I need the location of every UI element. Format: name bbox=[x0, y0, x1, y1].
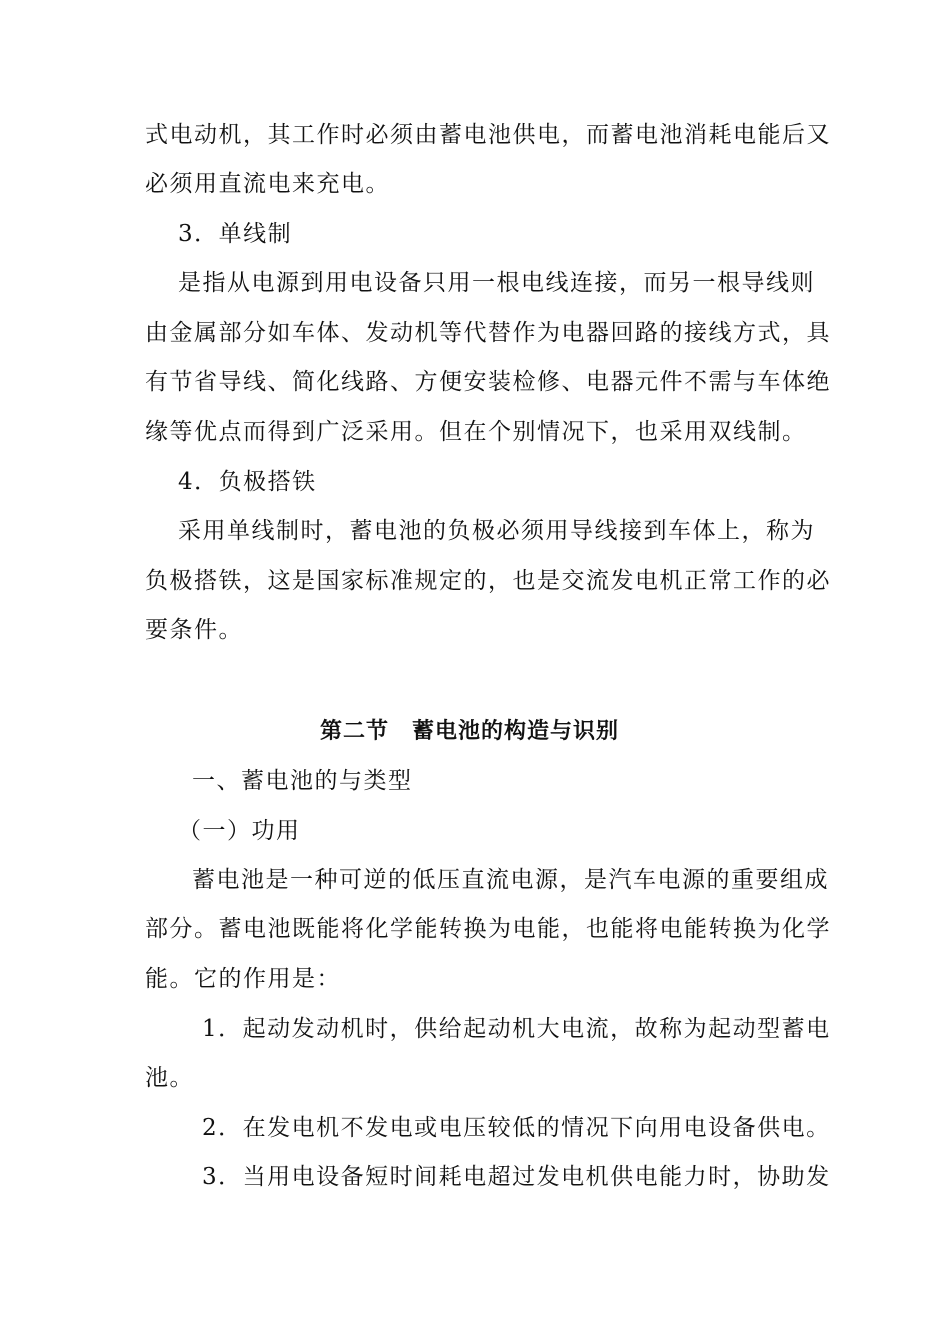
paragraph-line: 必须用直流电来充电。 bbox=[145, 171, 390, 197]
paragraph-line: 缘等优点而得到广泛采用。但在个别情况下，也采用双线制。 bbox=[145, 419, 807, 445]
list-heading: 3．单线制 bbox=[178, 221, 293, 247]
paragraph-line: 要条件。 bbox=[145, 617, 243, 643]
subsection-heading: （一）功用 bbox=[178, 818, 301, 844]
paragraph-line: 蓄电池是一种可逆的低压直流电源，是汽车电源的重要组成 bbox=[192, 867, 829, 893]
list-item-line: 3．当用电设备短时间耗电超过发电机供电能力时，协助发 bbox=[202, 1164, 831, 1190]
paragraph-line: 采用单线制时，蓄电池的负极必须用导线接到车体上，称为 bbox=[178, 518, 815, 544]
list-item-line: 池。 bbox=[145, 1065, 194, 1091]
paragraph-line: 是指从电源到用电设备只用一根电线连接，而另一根导线则 bbox=[178, 270, 815, 296]
list-item-line: 1．起动发动机时，供给起动机大电流，故称为起动型蓄电 bbox=[202, 1016, 831, 1042]
paragraph-line: 式电动机，其工作时必须由蓄电池供电，而蓄电池消耗电能后又 bbox=[145, 122, 831, 148]
section-heading: 第二节 蓄电池的构造与识别 bbox=[320, 719, 620, 744]
list-item-line: 2．在发电机不发电或电压较低的情况下向用电设备供电。 bbox=[202, 1115, 831, 1141]
paragraph-line: 部分。蓄电池既能将化学能转换为电能，也能将电能转换为化学 bbox=[145, 916, 831, 942]
paragraph-line: 负极搭铁，这是国家标准规定的，也是交流发电机正常工作的必 bbox=[145, 568, 831, 594]
paragraph-line: 能。它的作用是： bbox=[145, 966, 341, 992]
list-heading: 4．负极搭铁 bbox=[178, 469, 317, 495]
subsection-heading: 一、蓄电池的与类型 bbox=[192, 768, 413, 794]
paragraph-line: 由金属部分如车体、发动机等代替作为电器回路的接线方式，具 bbox=[145, 320, 831, 346]
paragraph-line: 有节省导线、简化线路、方便安装检修、电器元件不需与车体绝 bbox=[145, 369, 831, 395]
